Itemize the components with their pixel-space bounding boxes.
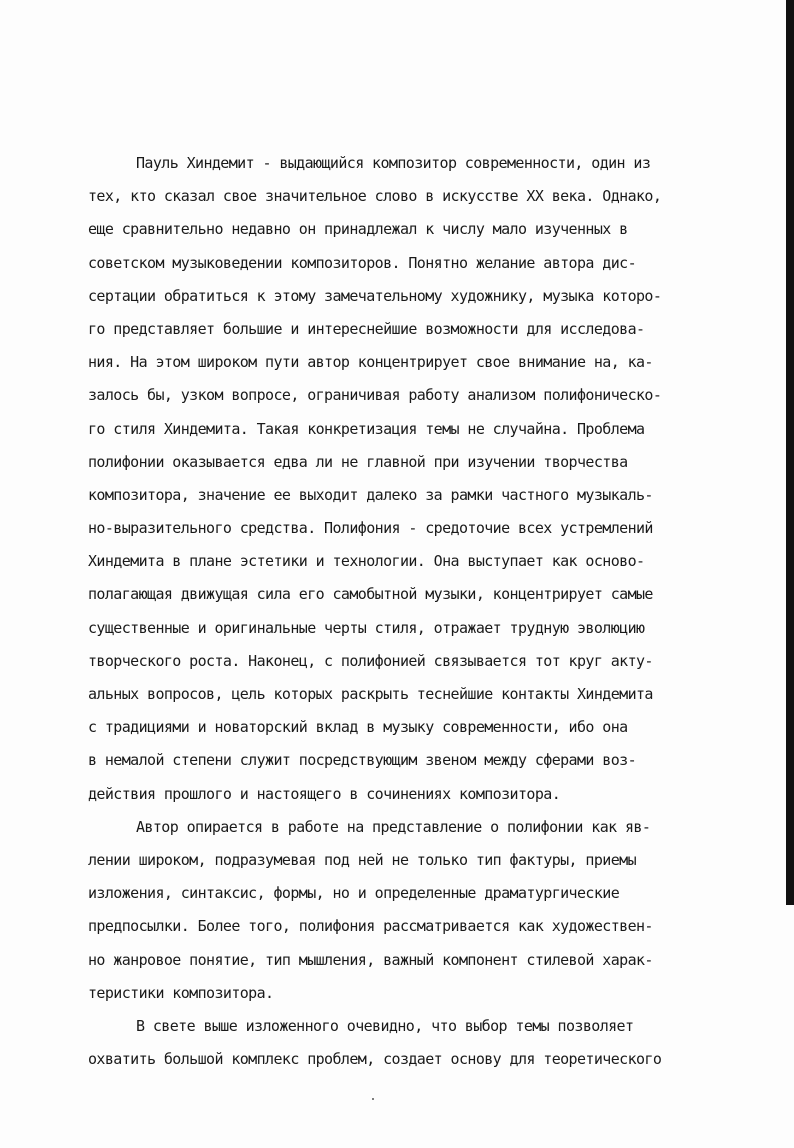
- text-line: лении широком, подразумевая под ней не только тип фактуры, приемы: [88, 850, 637, 869]
- text-line: еще сравнительно недавно он принадлежал к числу мало изученных в: [88, 220, 628, 239]
- text-line: изложения, синтаксис, формы, но и определенные драматургические: [88, 884, 620, 903]
- text-line: ния. На этом широком пути автор концентрирует свое внимание на, ка-: [88, 353, 653, 372]
- text-line: альных вопросов, цель которых раскрыть теснейшие контакты Хиндемита: [88, 685, 653, 703]
- text-line: охватить большой комплекс проблем, создает основу для теоретического: [88, 1050, 662, 1069]
- text-line: существенные и оригинальные черты стиля, отражает трудную эволюцию: [88, 618, 645, 637]
- text-line: творческого роста. Наконец, с полифонией связывается тот круг акту-: [88, 651, 653, 670]
- text-line: действия прошлого и настоящего в сочинениях композитора.: [88, 784, 561, 803]
- text-line: но жанровое понятие, тип мышления, важный компонент стилевой харак-: [88, 950, 653, 969]
- text-line: го стиля Хиндемита. Такая конкретизация темы не случайна. Проблема: [88, 419, 645, 438]
- text-line: тех, кто сказал свое значительное слово в искусстве XX века. Однако,: [88, 187, 662, 206]
- text-line: предпосылки. Более того, полифония рассматривается как художествен-: [88, 917, 653, 936]
- text-line: го представляет большие и интереснейшие возможности для исследова-: [88, 319, 645, 338]
- text-line: сертации обратиться к этому замечательному художнику, музыка которо-: [88, 286, 662, 305]
- text-line: Автор опирается в работе на представление о полифонии как яв-: [136, 817, 651, 836]
- scan-edge-bar: [786, 0, 794, 905]
- text-line: композитора, значение ее выходит далеко за рамки частного музыкаль-: [88, 485, 653, 504]
- document-text: [88, 147, 778, 1076]
- text-line: с традициями и новаторский вклад в музыку современности, ибо она: [88, 718, 628, 737]
- text-line: Пауль Хиндемит - выдающийся композитор современности, один из: [136, 154, 651, 172]
- text-line: но-выразительного средства. Полифония - средоточие всех устремлений: [88, 519, 653, 538]
- text-line: полагающая движущая сила его самобытной музыки, концентрирует самые: [88, 585, 653, 604]
- text-line: советском музыковедении композиторов. Понятно желание автора дис-: [88, 253, 637, 272]
- text-line: полифонии оказывается едва ли не главной при изучении творчества: [88, 452, 628, 471]
- text-line: теристики композитора.: [88, 983, 274, 1002]
- text-line: залось бы, узком вопросе, ограничивая работу анализом полифоническо-: [88, 386, 662, 405]
- scan-speck: [372, 1098, 374, 1100]
- text-line: Хиндемита в плане эстетики и технологии. Она выступает как осново-: [88, 552, 645, 571]
- text-line: В свете выше изложенного очевидно, что выбор темы позволяет: [136, 1016, 634, 1035]
- text-line: в немалой степени служит посредствующим звеном между сферами воз-: [88, 751, 637, 770]
